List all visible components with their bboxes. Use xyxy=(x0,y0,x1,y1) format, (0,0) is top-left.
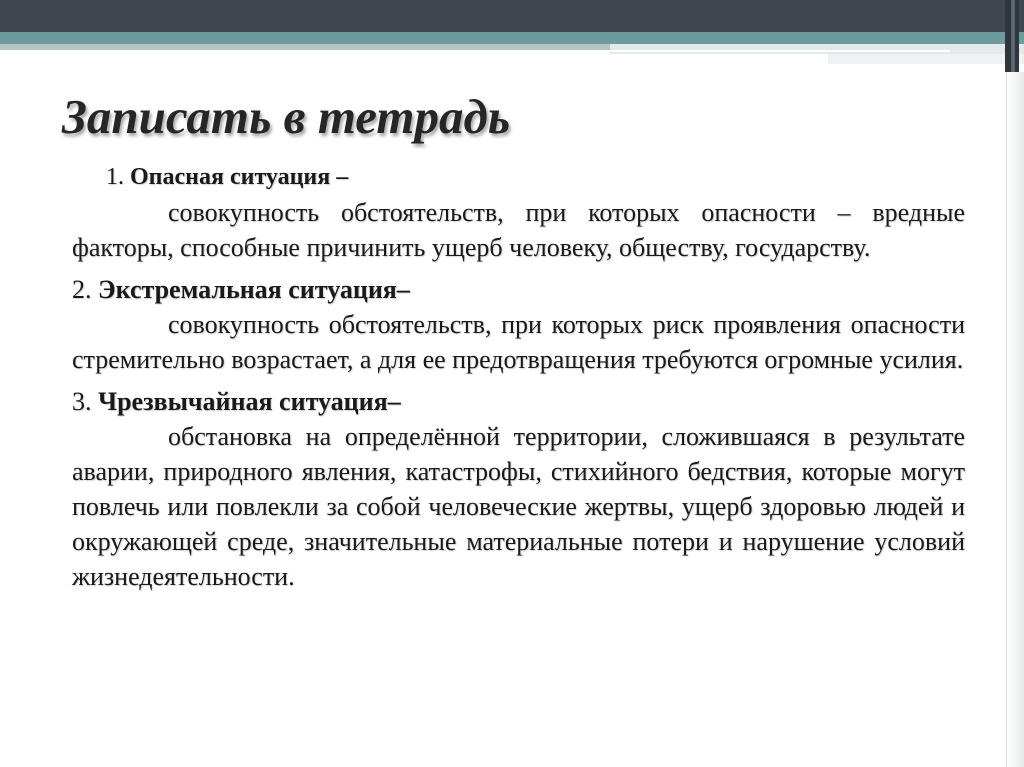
header-highlight-line xyxy=(610,50,950,52)
definitions-list xyxy=(72,160,965,600)
term-definition: совокупность обстоятельств, при которых риск проявления опасности стремительно возрастает, а для ее предотвращения требуются огромные усилия. xyxy=(72,310,965,374)
term-definition: совокупность обстоятельств, при которых опасности – вредные факторы, способные причинить ущерб человеку, обществу, государству. xyxy=(72,198,965,262)
term-number: 2. xyxy=(72,275,92,304)
right-edge-shade xyxy=(1006,72,1024,767)
header-band-dark xyxy=(0,0,1024,32)
term-heading xyxy=(72,272,965,307)
term-definition: обстановка на определённой территории, сложившаяся в результате аварии, природного явления, катастрофы, стихийного бедствия, которые могут повлечь или повлекли за собой человеческие жертвы, ущерб здоровью людей и окружающей среде, значительные материальные потери и нарушение условий жизнедеятельности. xyxy=(72,422,965,591)
header-band-step-small xyxy=(828,54,1024,64)
term-name: Чрезвычайная ситуация xyxy=(98,387,388,416)
term-heading xyxy=(72,160,965,195)
term-number: 3. xyxy=(72,387,92,416)
term-dash: – xyxy=(330,164,349,190)
header-band-step xyxy=(610,44,1024,54)
term-dash: – xyxy=(396,275,410,304)
slide-title: Записать в тетрадь xyxy=(62,89,511,144)
term-name: Экстремальная ситуация xyxy=(98,275,397,304)
term-dash: – xyxy=(387,387,401,416)
right-edge-rule xyxy=(1006,72,1007,767)
header-band-teal xyxy=(0,32,1024,44)
corner-bar-highlight xyxy=(1011,0,1015,72)
term-number: 1. xyxy=(106,164,124,190)
term-name: Опасная ситуация xyxy=(130,164,331,190)
term-heading xyxy=(72,384,965,419)
